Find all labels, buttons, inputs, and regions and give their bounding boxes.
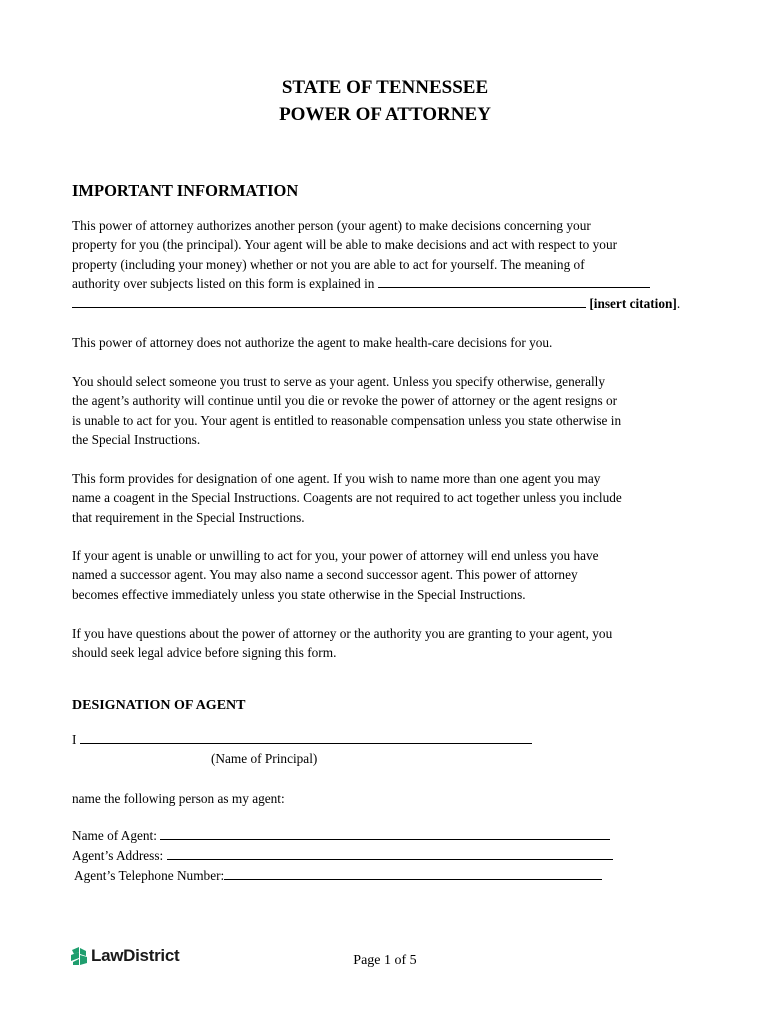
agent-address-field[interactable]: [167, 847, 613, 860]
document-title-form: POWER OF ATTORNEY: [279, 104, 491, 125]
paragraph-line: should seek legal advice before signing this form.: [72, 645, 337, 661]
paragraph-line: property for you (the principal). Your agent will be able to make decisions and act with respect to your: [72, 237, 618, 253]
citation-blank-line-1[interactable]: [378, 275, 650, 288]
principal-name-field[interactable]: [80, 731, 532, 744]
agent-name-row: [72, 826, 610, 845]
paragraph-line: This power of attorney authorizes another person (your agent) to make decisions concerning your: [72, 218, 591, 233]
paragraph-line: is unable to act for you. Your agent is entitled to reasonable compensation unless you state otherwise in: [72, 412, 622, 428]
important-information-heading: IMPORTANT INFORMATION: [72, 181, 299, 200]
agent-name-label: Name of Agent:: [72, 828, 157, 843]
citation-period: .: [676, 295, 681, 311]
agent-intro-text: name the following person as my agent:: [72, 791, 285, 806]
paragraph-line: becomes effective immediately unless you state otherwise in the Special Instructions.: [72, 586, 526, 602]
agent-phone-field[interactable]: [224, 867, 602, 880]
paragraph-line: named a successor agent. You may also name a second successor agent. This power of attorney: [72, 567, 578, 583]
paragraph-line: This power of attorney does not authorize the agent to make health-care decisions for you.: [72, 335, 553, 350]
paragraph-line: If your agent is unable or unwilling to act for you, your power of attorney will end unless you have: [72, 548, 599, 563]
citation-blank-line-2[interactable]: [72, 295, 586, 308]
agent-phone-label: Agent’s Telephone Number:: [74, 868, 225, 883]
paragraph-select-agent: [72, 372, 700, 450]
paragraph-line-text: authority over subjects listed on this form is explained in: [72, 276, 375, 292]
paragraph-legal-advice: [72, 624, 700, 663]
paragraph-line: You should select someone you trust to serve as your agent. Unless you specify otherwise, generally: [72, 374, 606, 389]
paragraph-line-with-blank: [72, 274, 700, 293]
paragraph-authorization: [72, 216, 700, 313]
lawdistrict-logo-text: LawDistrict: [91, 946, 180, 965]
agent-name-field[interactable]: [160, 827, 610, 840]
paragraph-line: the agent’s authority will continue until you die or revoke the power of attorney or the agent resigns or: [72, 393, 618, 409]
principal-name-row: [72, 730, 532, 749]
agent-address-label: Agent’s Address:: [72, 848, 164, 863]
paragraph-coagent: [72, 469, 700, 527]
paragraph-line: that requirement in the Special Instructions.: [72, 509, 305, 525]
paragraph-line-with-citation: [72, 294, 700, 313]
paragraph-line: This form provides for designation of one agent. If you wish to name more than one agent you may: [72, 471, 601, 486]
page-number: Page 1 of 5: [353, 953, 417, 968]
paragraph-health-care: [72, 333, 700, 352]
paragraph-line: the Special Instructions.: [72, 432, 201, 448]
principal-prefix: I: [72, 732, 77, 747]
agent-phone-row: [74, 866, 602, 885]
document-title-state: STATE OF TENNESSEE: [281, 77, 489, 98]
paragraph-line: name a coagent in the Special Instructions. Coagents are not required to act together unless you include: [72, 490, 622, 506]
principal-name-caption: (Name of Principal): [211, 751, 318, 766]
designation-of-agent-heading: DESIGNATION OF AGENT: [72, 698, 246, 713]
agent-address-row: [72, 846, 613, 865]
paragraph-line: If you have questions about the power of attorney or the authority you are granting to your agent, you: [72, 626, 613, 641]
paragraph-line: property (including your money) whether or not you are able to act for yourself. The meaning of: [72, 256, 585, 272]
paragraph-successor-agent: [72, 546, 700, 604]
insert-citation-placeholder: [insert citation]: [589, 295, 677, 311]
